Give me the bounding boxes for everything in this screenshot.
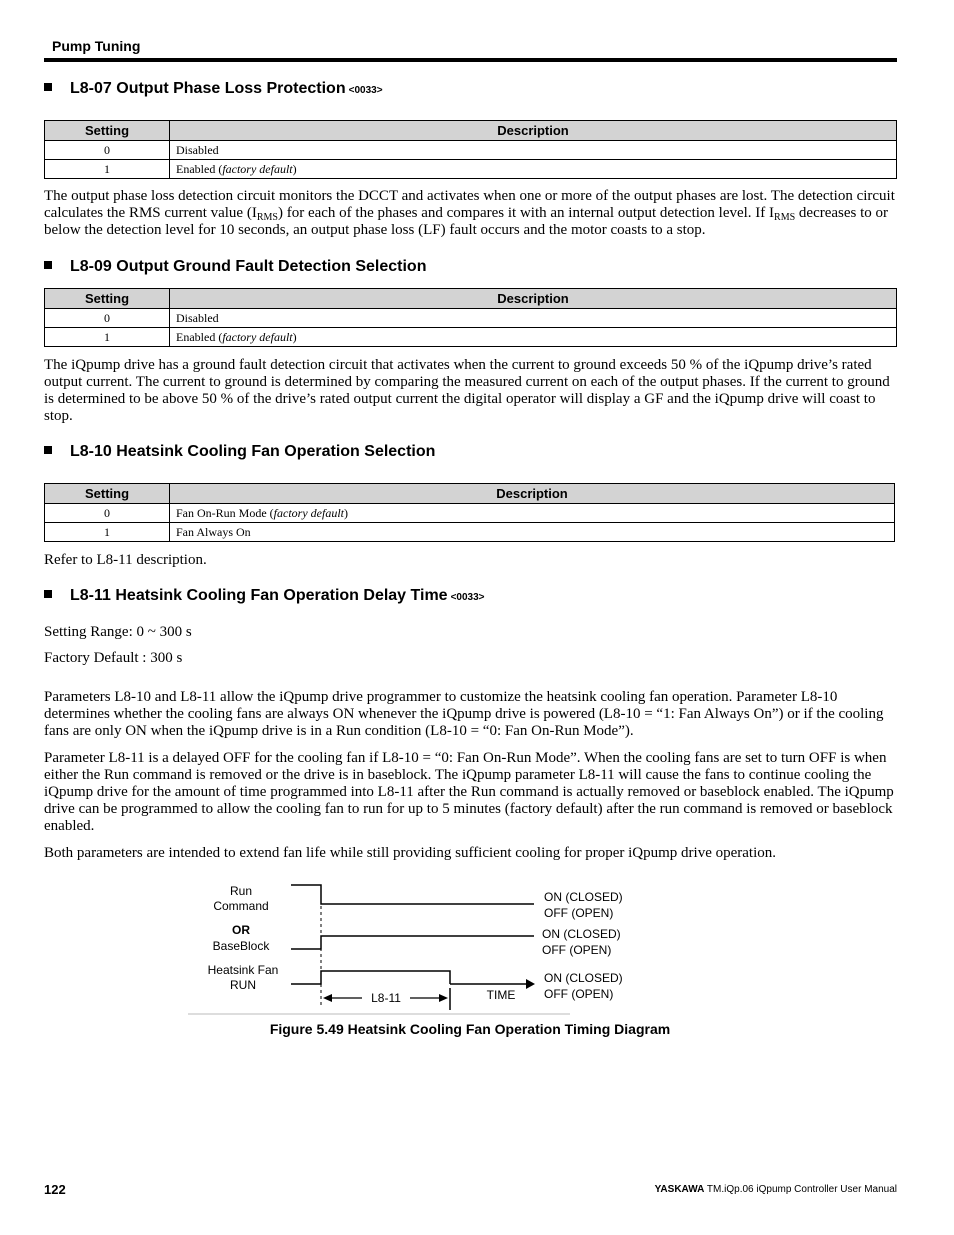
time-arrow-icon [526,979,535,989]
table-header-description: Description [170,121,897,141]
label-on-closed-2: ON (CLOSED) [542,927,621,941]
paragraph-l8-09: The iQpump drive has a ground fault detection circuit that activates when the current to ground exceeds 50 % of the iQpump drive’s rated output current. The current to ground is determined by comparing the measured current on each of the output phases. If the current to ground is determined to be above 50 % of the drive’s rated output current the digital operator will display a GF and the iQpump drive will coast to stop. [44,357,890,424]
settings-table-l8-07 [44,120,897,179]
section-heading-l8-10: L8-10 Heatsink Cooling Fan Operation Selection [44,443,435,461]
label-l8-11: L8-11 [371,991,401,1005]
bullet-square-icon [44,590,52,598]
section-heading-l8-07: L8-07 Output Phase Loss Protection <0033> [44,80,383,98]
settings-table-l8-09 [44,288,897,347]
label-command: Command [213,899,269,913]
footer-manual-title: YASKAWA TM.iQp.06 iQpump Controller User Manual [654,1184,897,1195]
table-header-setting: Setting [45,484,170,504]
paragraph-l8-11-b: Parameter L8-11 is a delayed OFF for the cooling fan if L8-10 = “0: Fan On-Run Mode”. When the cooling fans are set to turn OFF is when either the Run command is removed or the drive is in baseblock. The iQpump parameter L8-11 will cause the fans to continue cooling the iQpump drive for the amount of time programmed into L8-11 after the Run command is actually removed or baseblock enabled. The iQpump drive can be programmed to allow the cooling fan to run for up to 5 minutes (factory default) after the run command is removed or baseblock enabled. [44,750,894,834]
label-fan-run: RUN [230,978,256,992]
arrow-right-icon [439,994,448,1002]
paragraph-l8-11-c: Both parameters are intended to extend fan life while still providing sufficient cooling for proper iQpump drive operation. [44,845,777,861]
arrow-left-icon [323,994,332,1002]
label-off-open-2: OFF (OPEN) [542,943,612,957]
table-row: 1 Fan Always On [45,523,895,542]
bullet-square-icon [44,261,52,269]
label-off-open-3: OFF (OPEN) [544,987,614,1001]
table-row: 0 Disabled [45,309,897,328]
label-on-closed-1: ON (CLOSED) [544,890,623,904]
paragraph-l8-10: Refer to L8-11 description. [44,552,207,568]
table-header-setting: Setting [45,121,170,141]
label-off-open-1: OFF (OPEN) [544,906,614,920]
paragraph-l8-11-a: Parameters L8-10 and L8-11 allow the iQpump drive programmer to customize the heatsink cooling fan operation. Parameter L8-10 determines whether the cooling fans are always ON whenever the iQpump drive is powered (L8-10 = “1: Fan Always On”) or if the cooling fans are only ON when the iQpump drive is in a Run condition (L8-10 = “0: Fan On-Run Mode”). [44,689,884,739]
label-on-closed-3: ON (CLOSED) [544,971,623,985]
label-run: Run [229,884,253,898]
run-command-waveform [291,885,534,904]
header-rule [44,58,897,62]
section-heading-l8-11: L8-11 Heatsink Cooling Fan Operation Delay Time <0033> [44,587,485,605]
timing-diagram [186,876,646,1018]
paragraph-l8-07: The output phase loss detection circuit monitors the DCCT and activates when one or more of the output phases are lost. The detection circuit calculates the RMS current value $(I_{RMS})$ for each of the phases and compares it with an internal output detection level. If $I_{RMS}$ decreases to or below the detection level for 10 seconds, an output phase loss (LF) fault occurs and the motor coasts to a stop. [44,188,895,238]
table-header-description: Description [170,289,897,309]
section-heading-l8-09: L8-09 Output Ground Fault Detection Selection [44,258,426,276]
table-row: 0 Disabled [45,141,897,160]
table-row: 0 Fan On-Run Mode (factory default) [45,504,895,523]
bullet-square-icon [44,446,52,454]
baseblock-waveform [291,936,534,949]
chapter-title: Pump Tuning [52,38,141,54]
table-row: 1 Enabled (factory default) [45,328,897,347]
label-baseblock: BaseBlock [212,939,270,953]
figure-caption: Figure 5.49 Heatsink Cooling Fan Operation Timing Diagram [269,1021,671,1037]
bullet-square-icon [44,83,52,91]
table-header-setting: Setting [45,289,170,309]
page-number: 122 [44,1182,66,1197]
fan-waveform [291,971,450,984]
settings-table-l8-10 [44,483,895,542]
label-or: OR [232,923,250,937]
table-row: 1 Enabled (factory default) [45,160,897,179]
table-header-description: Description [170,484,895,504]
setting-range: Setting Range: 0 ~ 300 s [44,624,192,640]
label-time: TIME [486,988,516,1002]
label-heatsink-fan: Heatsink Fan [207,963,279,977]
factory-default: Factory Default : 300 s [44,650,183,666]
